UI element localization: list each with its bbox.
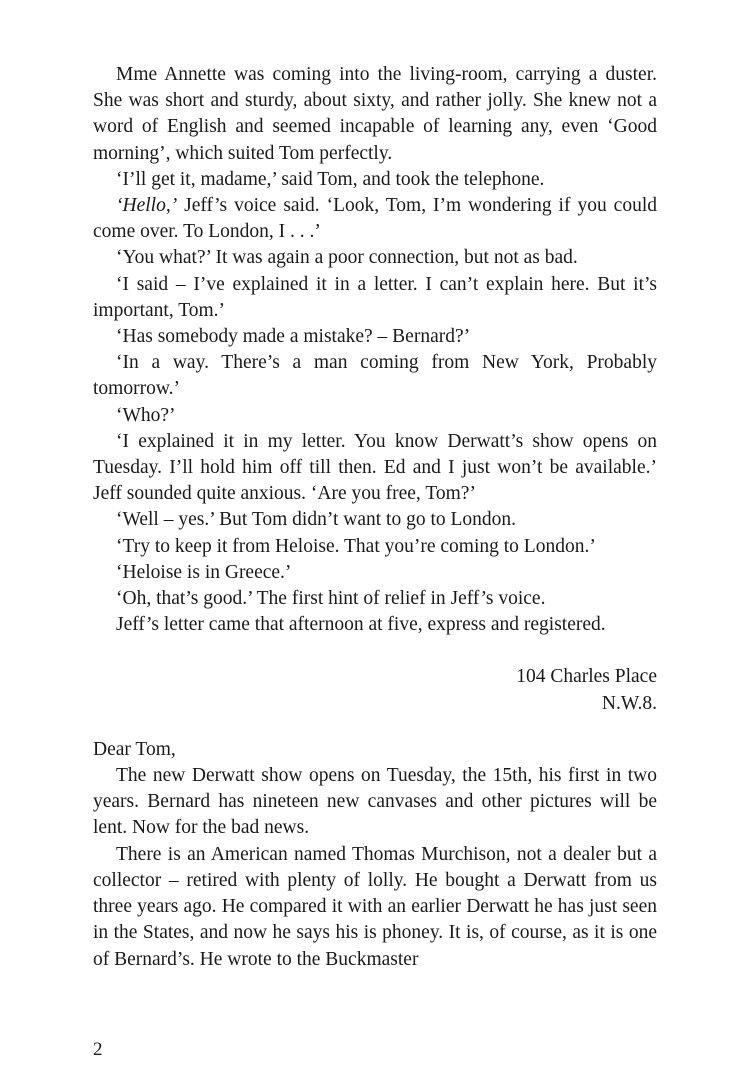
hello-italic: ‘Hello,’ — [116, 195, 178, 217]
paragraph: ‘Who?’ — [116, 404, 176, 426]
paragraph: ‘Has somebody made a mistake? – Bernard?’ — [116, 326, 471, 348]
paragraph: Mme Annette was coming into the living-room, carrying a duster. She was short and sturdy, about sixty, and rather jolly. She knew not a word of English and seemed incapable of learning any, even ‘Good morning’, which suited Tom perfectly. — [93, 64, 657, 164]
paragraph: ‘In a way. There’s a man coming from New York, Probably tomorrow.’ — [93, 352, 657, 400]
letter-paragraph: There is an American named Thomas Murchison, not a dealer but a collector – retired with plenty of lolly. He bought a Derwatt from us three years ago. He compared it with an earlier Derwatt he has just seen in the States, and now he says his is phoney. It is, of course, as it is one of Bernard’s. He wrote to the Buckmaster — [93, 843, 657, 970]
paragraph: ‘I said – I’ve explained it in a letter. I can’t explain here. But it’s important, Tom.’ — [93, 273, 657, 321]
letter-address-line: N.W.8. — [601, 692, 657, 714]
letter-address-line: 104 Charles Place — [516, 666, 657, 688]
paragraph: ‘I explained it in my letter. You know Derwatt’s show opens on Tuesday. I’ll hold him off till then. Ed and I just won’t be available.’ Jeff sounded quite anxious. ‘Are you free, Tom?’ — [93, 430, 657, 505]
paragraph: ‘You what?’ It was again a poor connection, but not as bad. — [116, 247, 578, 269]
paragraph: ‘I’ll get it, madame,’ said Tom, and took the telephone. — [116, 168, 545, 190]
paragraph: ‘Try to keep it from Heloise. That you’re coming to London.’ — [116, 535, 596, 557]
paragraph: ‘Heloise is in Greece.’ — [116, 561, 292, 583]
paragraph: ‘Oh, that’s good.’ The first hint of relief in Jeff’s voice. — [116, 588, 546, 610]
paragraph: ‘Well – yes.’ But Tom didn’t want to go to London. — [116, 509, 517, 531]
paragraph-rest: Jeff’s voice said. ‘Look, Tom, I’m wondering if you could come over. To London, I . . .’ — [93, 195, 657, 243]
page-number: 2 — [93, 1039, 103, 1060]
letter — [93, 664, 657, 972]
paragraph — [93, 193, 657, 245]
letter-salutation: Dear Tom, — [93, 738, 176, 760]
letter-gap — [93, 717, 657, 737]
letter-paragraph: The new Derwatt show opens on Tuesday, the 15th, his first in two years. Bernard has nineteen new canvases and other pictures will be lent. Now for the bad news. — [93, 765, 657, 839]
paragraph: Jeff’s letter came that afternoon at five, express and registered. — [116, 614, 606, 636]
body-text — [93, 62, 657, 973]
section-gap — [93, 638, 657, 664]
